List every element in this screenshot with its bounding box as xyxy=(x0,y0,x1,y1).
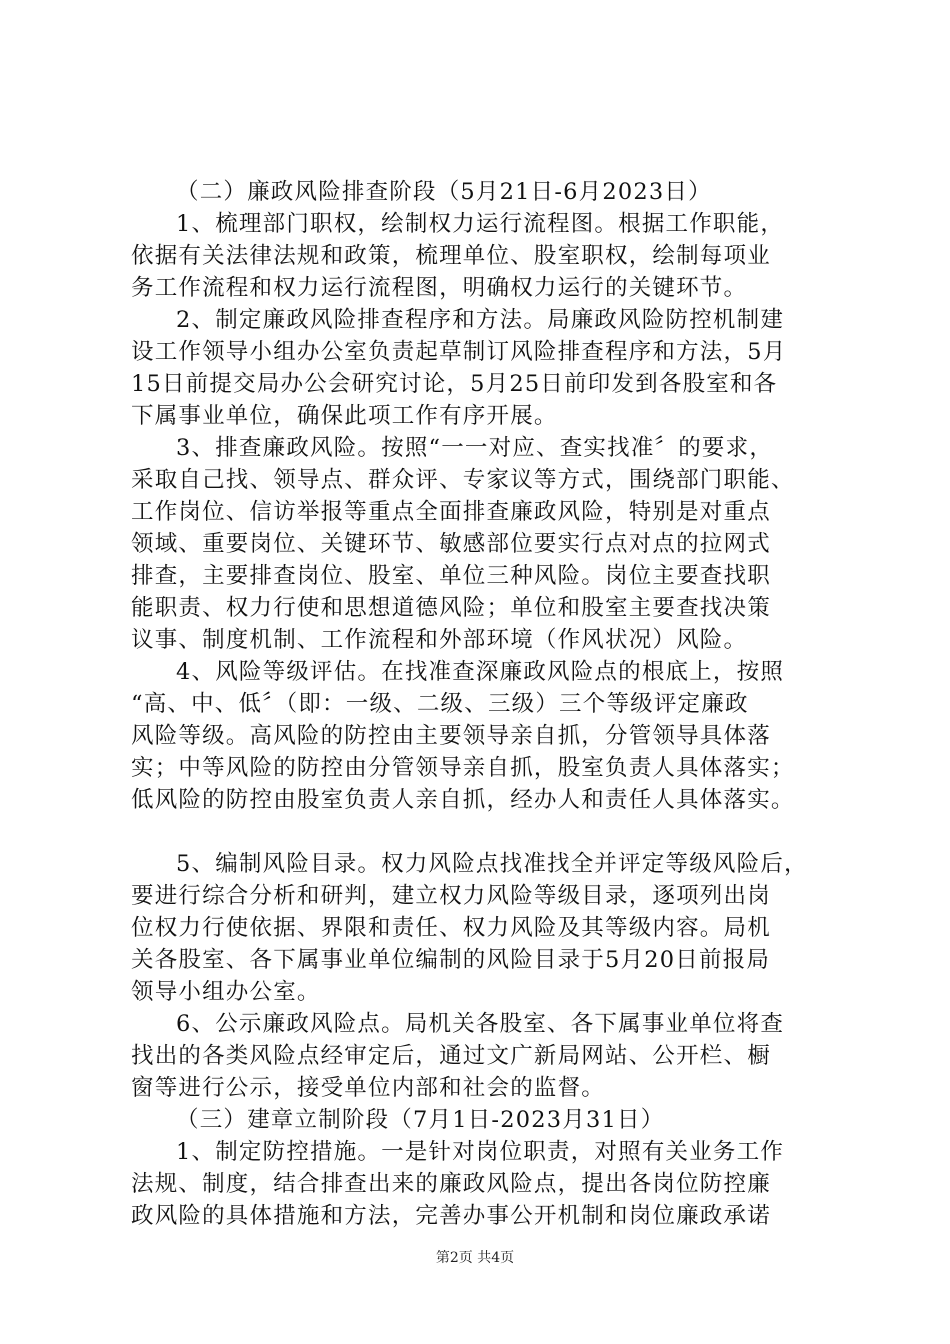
text-line: 法规、制度，结合排查出来的廉政风险点，提出各岗位防控廉 xyxy=(131,1171,771,1197)
text-line: 窗等进行公示，接受单位内部和社会的监督。 xyxy=(131,1075,606,1101)
text-line: 领导小组办公室。 xyxy=(131,979,321,1005)
text-line: 排查，主要排查岗位、股室、单位三种风险。岗位主要查找职 xyxy=(131,563,771,589)
text-line: 5、编制风险目录。权力风险点找准找全并评定等级风险后， xyxy=(176,851,808,877)
text-line: 政风险的具体措施和方法，完善办事公开机制和岗位廉政承诺 xyxy=(131,1203,771,1229)
text-line: 能职责、权力行使和思想道德风险；单位和股室主要查找决策 xyxy=(131,595,771,621)
text-line: 实；中等风险的防控由分管领导亲自抓，股室负责人具体落实； xyxy=(131,755,795,781)
text-line: 3、排查廉政风险。按照“一一对应、查实找准〞的要求， xyxy=(176,435,774,461)
text-line: 议事、制度机制、工作流程和外部环境（作风状况）风险。 xyxy=(131,627,748,653)
text-line: 1、梳理部门职权，绘制权力运行流程图。根据工作职能， xyxy=(176,211,785,237)
text-line: 找出的各类风险点经审定后，通过文广新局网站、公开栏、橱 xyxy=(131,1043,771,1069)
text-line: 4、风险等级评估。在找准查深廉政风险点的根底上，按照 xyxy=(176,659,785,685)
text-line: 要进行综合分析和研判，建立权力风险等级目录，逐项列出岗 xyxy=(131,883,771,909)
text-line: 低风险的防控由股室负责人亲自抓，经办人和责任人具体落实。 xyxy=(131,787,795,813)
text-line: 下属事业单位，确保此项工作有序开展。 xyxy=(131,403,558,429)
text-line: “高、中、低〞（即：一级、二级、三级）三个等级评定廉政 xyxy=(131,691,749,717)
text-line: 15日前提交局办公会研究讨论，5月25日前印发到各股室和各 xyxy=(131,371,778,397)
page-footer: 第2页 共4页 xyxy=(435,1250,515,1266)
text-line: 采取自己找、领导点、群众评、专家议等方式，围绕部门职能、 xyxy=(131,467,795,493)
text-line: 1、制定防控措施。一是针对岗位职责，对照有关业务工作 xyxy=(176,1139,785,1165)
text-line: 设工作领导小组办公室负责起草制订风险排查程序和方法，5月 xyxy=(131,339,787,365)
section-heading-3: （三）建章立制阶段（7月1日-2023月31日） xyxy=(176,1107,665,1133)
section-heading-2: （二）廉政风险排查阶段（5月21日-6月2023日） xyxy=(176,179,712,205)
text-line: 关各股室、各下属事业单位编制的风险目录于5月20日前报局 xyxy=(131,947,771,973)
text-line: 风险等级。高风险的防控由主要领导亲自抓，分管领导具体落 xyxy=(131,723,771,749)
text-line: 位权力行使依据、界限和责任、权力风险及其等级内容。局机 xyxy=(131,915,771,941)
text-line: 2、制定廉政风险排查程序和方法。局廉政风险防控机制建 xyxy=(176,307,785,333)
text-line: 6、公示廉政风险点。局机关各股室、各下属事业单位将查 xyxy=(176,1011,785,1037)
text-line: 依据有关法律法规和政策，梳理单位、股室职权，绘制每项业 xyxy=(131,243,771,269)
text-line: 领域、重要岗位、关键环节、敏感部位要实行点对点的拉网式 xyxy=(131,531,771,557)
text-line: 务工作流程和权力运行流程图，明确权力运行的关键环节。 xyxy=(131,275,748,301)
text-line: 工作岗位、信访举报等重点全面排查廉政风险，特别是对重点 xyxy=(131,499,771,525)
